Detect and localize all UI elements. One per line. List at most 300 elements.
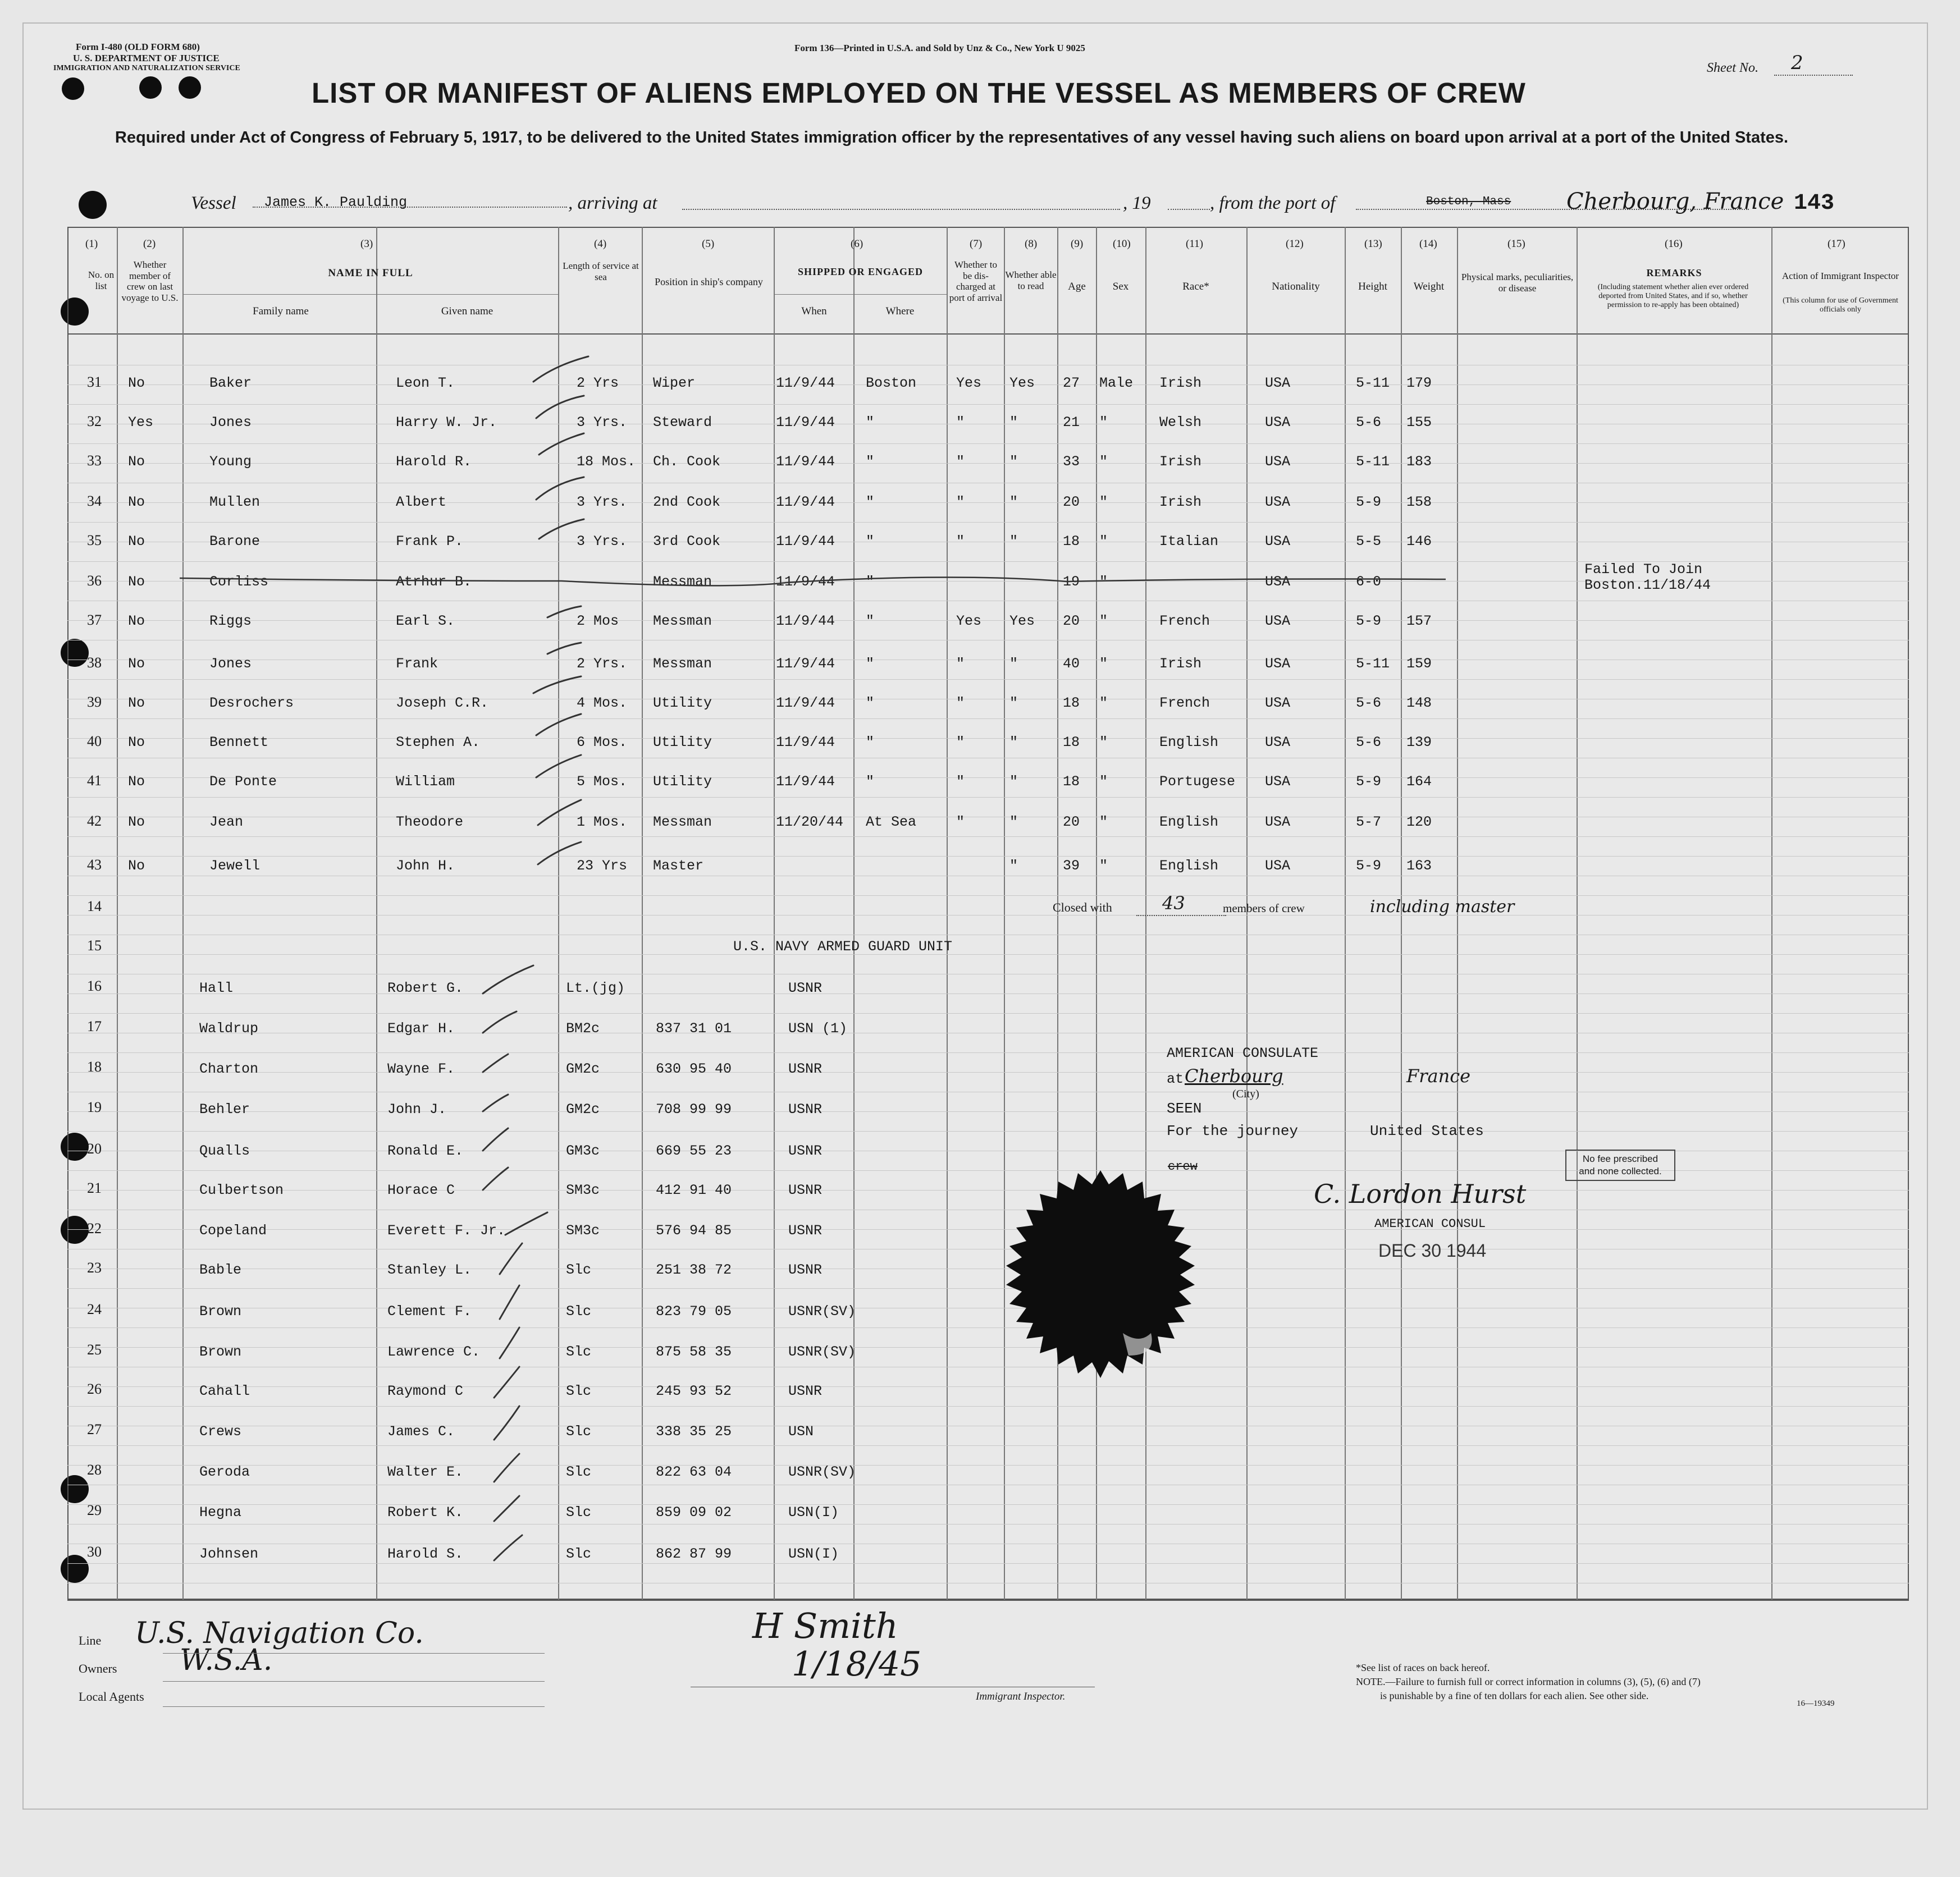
guard-family: Behler — [199, 1101, 250, 1118]
header-able-read: Whether able to read — [1005, 269, 1057, 291]
row-number: 35 — [87, 532, 102, 548]
row-number: 17 — [87, 1018, 102, 1034]
guard-serial: 412 91 40 — [656, 1182, 732, 1198]
header-discharged: Whether to be dis-charged at port of arrival — [949, 259, 1003, 303]
page-title: LIST OR MANIFEST OF ALIENS EMPLOYED ON THE VESSEL AS MEMBERS OF CREW — [312, 77, 1526, 109]
guard-rating: GM3c — [566, 1143, 600, 1159]
crew-disch: " — [956, 734, 965, 750]
row-number: 42 — [87, 813, 102, 829]
crew-service: 5 Mos. — [577, 773, 628, 790]
crew-nat: USA — [1265, 695, 1291, 711]
port-handwritten: Cherbourg, France — [1566, 189, 1784, 214]
crew-service: 4 Mos. — [577, 695, 628, 711]
guard-given: Robert K. — [387, 1504, 464, 1521]
vessel-name: James K. Paulding — [264, 194, 408, 210]
crew-weight: 139 — [1406, 734, 1432, 750]
crew-given: Harry W. Jr. — [396, 414, 497, 431]
crew-age: 20 — [1063, 494, 1080, 510]
colnum-6: (6) — [851, 238, 864, 250]
consulate-line: AMERICAN CONSULATE — [1167, 1045, 1319, 1061]
guard-branch: USNR — [788, 1262, 823, 1278]
consulate-at-label: at — [1167, 1071, 1184, 1087]
crew-sex: " — [1099, 454, 1108, 470]
crew-position: 3rd Cook — [653, 533, 721, 550]
crew-age: 18 — [1063, 695, 1080, 711]
guard-serial: 862 87 99 — [656, 1546, 732, 1562]
crew-nat: USA — [1265, 494, 1291, 510]
guard-serial: 576 94 85 — [656, 1223, 732, 1239]
crew-given: Albert — [396, 494, 447, 510]
fine-note: is punishable by a fine of ten dollars for each alien. See other side. — [1380, 1690, 1649, 1701]
crew-race: Irish — [1159, 494, 1202, 510]
row-number: 15 — [87, 937, 102, 954]
guard-given: Raymond C — [387, 1383, 464, 1399]
crew-read: " — [1009, 734, 1018, 750]
page-subtitle: Required under Act of Congress of February 5, 1917, to be delivered to the United States immigration officer by the representatives of any vessel having such aliens on board upon arrival at a port of the United States. — [115, 129, 1789, 147]
guard-rating: Slc — [566, 1262, 592, 1278]
crew-age: 20 — [1063, 613, 1080, 629]
header-when: When — [801, 305, 827, 317]
crew-weight: 146 — [1406, 533, 1432, 550]
crew-disch: Yes — [956, 375, 982, 391]
row-number: 40 — [87, 733, 102, 749]
guard-rating: Slc — [566, 1383, 592, 1399]
header-race: Race* — [1182, 281, 1209, 292]
crew-disch: Yes — [956, 613, 982, 629]
crew-service: 2 Yrs. — [577, 656, 628, 672]
crew-nat: USA — [1265, 375, 1291, 391]
crew-height: 5-9 — [1356, 613, 1382, 629]
city-label: (City) — [1232, 1088, 1259, 1100]
guard-branch: USN (1) — [788, 1020, 848, 1037]
crew-race: English — [1159, 734, 1219, 750]
crew-where: " — [866, 454, 875, 470]
crew-when: 11/9/44 — [776, 533, 835, 550]
crew-height: 6-0 — [1356, 574, 1382, 590]
arriving-label: , arriving at — [568, 193, 657, 213]
crew-family: Bennett — [209, 734, 269, 750]
consular-seal — [983, 1165, 1218, 1389]
crew-sex: " — [1099, 574, 1108, 590]
crew-given: Harold R. — [396, 454, 472, 470]
colnum-7: (7) — [970, 238, 983, 250]
crew-weight: 179 — [1406, 375, 1432, 391]
to-united-states: United States — [1370, 1123, 1484, 1139]
crew-age: 19 — [1063, 574, 1080, 590]
guard-given: Robert G. — [387, 980, 464, 996]
row-number: 26 — [87, 1381, 102, 1397]
crew-height: 5-7 — [1356, 814, 1382, 830]
crew-read: " — [1009, 656, 1018, 672]
crew-member: Yes — [128, 414, 154, 431]
guard-rating: GM2c — [566, 1101, 600, 1118]
header-no-on-list: No. on list — [88, 269, 115, 291]
crew-position: Messman — [653, 656, 712, 672]
row-number: 34 — [87, 493, 102, 509]
header-length-service: Length of service at sea — [563, 260, 639, 282]
printer-note: Form 136—Printed in U.S.A. and Sold by Unz & Co., New York U 9025 — [794, 43, 1085, 53]
guard-branch: USN(I) — [788, 1504, 839, 1521]
guard-given: Everett F. Jr. — [387, 1223, 506, 1239]
guard-serial: 669 55 23 — [656, 1143, 732, 1159]
crew-sex: " — [1099, 773, 1108, 790]
crew-where: " — [866, 656, 875, 672]
crew-nat: USA — [1265, 773, 1291, 790]
colnum-8: (8) — [1025, 238, 1038, 250]
header-nationality: Nationality — [1272, 281, 1320, 292]
header-remarks-note: (Including statement whether alien ever ordered deported from United States, and if so, whether permission to re-apply has been obtained) — [1597, 283, 1749, 310]
crew-read: " — [1009, 773, 1018, 790]
header-name-in-full: NAME IN FULL — [328, 267, 413, 279]
header-height: Height — [1358, 281, 1387, 292]
header-family-name: Family name — [253, 305, 309, 317]
seen-label: SEEN — [1167, 1100, 1202, 1117]
crew-age: 18 — [1063, 734, 1080, 750]
crew-age: 39 — [1063, 858, 1080, 874]
guard-family: Hall — [199, 980, 234, 996]
crew-age: 33 — [1063, 454, 1080, 470]
line-underline — [163, 1653, 545, 1654]
crew-read: " — [1009, 414, 1018, 431]
crew-race: Italian — [1159, 533, 1219, 550]
header-sex: Sex — [1112, 281, 1129, 292]
crew-position: Messman — [653, 814, 712, 830]
crew-sex: " — [1099, 814, 1108, 830]
crew-when: 11/9/44 — [776, 414, 835, 431]
vessel-label: Vessel — [191, 193, 236, 213]
crew-height: 5-11 — [1356, 454, 1390, 470]
vessel-count: 143 — [1794, 191, 1835, 216]
crew-position: Utility — [653, 695, 712, 711]
sheet-number: 2 — [1791, 52, 1803, 74]
row-number: 23 — [87, 1260, 102, 1276]
colnum-5: (5) — [702, 238, 715, 250]
crew-where: " — [866, 574, 875, 590]
members-label: members of crew — [1223, 901, 1305, 915]
row-number: 41 — [87, 772, 102, 789]
guard-serial: 875 58 35 — [656, 1344, 732, 1360]
row-number: 16 — [87, 978, 102, 994]
crew-read: Yes — [1009, 613, 1035, 629]
crew-family: De Ponte — [209, 773, 277, 790]
crew-race: Welsh — [1159, 414, 1202, 431]
colnum-9: (9) — [1071, 238, 1084, 250]
consulate-city: Cherbourg — [1185, 1065, 1283, 1087]
crew-age: 18 — [1063, 773, 1080, 790]
guard-rating: Lt.(jg) — [566, 980, 625, 996]
row-number: 27 — [87, 1421, 102, 1437]
crew-nat: USA — [1265, 858, 1291, 874]
crew-service: 23 Yrs — [577, 858, 628, 874]
guard-serial: 837 31 01 — [656, 1020, 732, 1037]
fee-stamp-line1: No fee prescribed — [1582, 1153, 1659, 1164]
crew-sex: " — [1099, 656, 1108, 672]
crew-family: Desrochers — [209, 695, 294, 711]
crew-position: Messman — [653, 574, 712, 590]
crew-height: 5-6 — [1356, 695, 1382, 711]
row-number: 30 — [87, 1544, 102, 1560]
guard-family: Bable — [199, 1262, 242, 1278]
guard-branch: USNR(SV) — [788, 1464, 856, 1480]
crew-given: Frank P. — [396, 533, 464, 550]
port-typed-struck: Boston, Mass — [1426, 195, 1511, 208]
crew-disch: " — [956, 695, 965, 711]
row-number: 33 — [87, 452, 102, 469]
guard-branch: USNR — [788, 1223, 823, 1239]
crew-height: 5-6 — [1356, 414, 1382, 431]
guard-serial: 859 09 02 — [656, 1504, 732, 1521]
crew-member: No — [128, 695, 145, 711]
guard-family: Johnsen — [199, 1546, 259, 1562]
crew-read: " — [1009, 858, 1018, 874]
crew-family: Barone — [209, 533, 261, 550]
consul-signature: C. Lordon Hurst — [1314, 1179, 1527, 1209]
guard-family: Brown — [199, 1344, 242, 1360]
crew-sex: " — [1099, 695, 1108, 711]
crew-family: Riggs — [209, 613, 252, 629]
failure-note: NOTE.—Failure to furnish full or correct information in columns (3), (5), (6) and (7) — [1356, 1676, 1701, 1687]
crew-when: 11/9/44 — [776, 734, 835, 750]
row-number: 38 — [87, 654, 102, 671]
crew-member: No — [128, 375, 145, 391]
crew-height: 5-9 — [1356, 494, 1382, 510]
guard-family: Cahall — [199, 1383, 250, 1399]
guard-family: Qualls — [199, 1143, 250, 1159]
row-number: 39 — [87, 694, 102, 710]
row-number: 32 — [87, 413, 102, 429]
crew-race: French — [1159, 695, 1210, 711]
colnum-10: (10) — [1113, 238, 1131, 250]
crew-given: Earl S. — [396, 613, 455, 629]
line-value: U.S. Navigation Co. — [135, 1617, 424, 1650]
crew-disch: " — [956, 414, 965, 431]
guard-rating: SM3c — [566, 1223, 600, 1239]
guard-family: Culbertson — [199, 1182, 284, 1198]
row-number: 20 — [87, 1141, 102, 1157]
crew-height: 5-9 — [1356, 773, 1382, 790]
crew-given: Joseph C.R. — [396, 695, 489, 711]
crew-where: " — [866, 494, 875, 510]
crew-family: Jones — [209, 414, 252, 431]
owners-underline — [163, 1681, 545, 1682]
crew-when: 11/9/44 — [776, 494, 835, 510]
row-number: 19 — [87, 1099, 102, 1115]
crew-height: 5-11 — [1356, 656, 1390, 672]
colnum-4: (4) — [594, 238, 607, 250]
crew-member: No — [128, 613, 145, 629]
guard-family: Hegna — [199, 1504, 242, 1521]
crew-sex: " — [1099, 533, 1108, 550]
header-weight: Weight — [1413, 281, 1445, 292]
crew-sex: Male — [1099, 375, 1134, 391]
crew-race: Portugese — [1159, 773, 1236, 790]
crew-sex: " — [1099, 858, 1108, 874]
agents-label: Local Agents — [79, 1690, 144, 1704]
crew-service: 3 Yrs. — [577, 494, 628, 510]
crew-position: Messman — [653, 613, 712, 629]
consul-title: AMERICAN CONSUL — [1374, 1217, 1486, 1231]
form-id: Form I-480 (OLD FORM 680) — [76, 42, 200, 52]
guard-branch: USN — [788, 1423, 814, 1440]
guard-branch: USNR — [788, 1143, 823, 1159]
crew-family: Jean — [209, 814, 244, 830]
crew-nat: USA — [1265, 814, 1291, 830]
crew-when: 11/9/44 — [776, 773, 835, 790]
strike-line — [180, 577, 1446, 585]
colnum-1: (1) — [85, 238, 98, 250]
row-number: 29 — [87, 1502, 102, 1518]
guard-branch: USNR — [788, 1061, 823, 1077]
guard-given: Harold S. — [387, 1546, 464, 1562]
owners-value: W.S.A. — [180, 1643, 273, 1677]
crew-family: Jones — [209, 656, 252, 672]
crew-position: 2nd Cook — [653, 494, 721, 510]
crew-given: William — [396, 773, 455, 790]
crew-weight: 120 — [1406, 814, 1432, 830]
guard-rating: Slc — [566, 1423, 592, 1440]
colnum-13: (13) — [1364, 238, 1382, 250]
crew-disch: " — [956, 533, 965, 550]
crew-disch: " — [956, 773, 965, 790]
form-code: 16—19349 — [1797, 1699, 1835, 1708]
crew-position: Master — [653, 858, 704, 874]
crew-race: Irish — [1159, 454, 1202, 470]
crew-nat: USA — [1265, 454, 1291, 470]
crew-label: crew — [1168, 1160, 1198, 1174]
crew-position: Utility — [653, 734, 712, 750]
crew-read: " — [1009, 695, 1018, 711]
header-remarks: REMARKS — [1646, 267, 1702, 278]
guard-given: Edgar H. — [387, 1020, 455, 1037]
crew-service: 3 Yrs. — [577, 533, 628, 550]
crew-when: 11/9/44 — [776, 375, 835, 391]
crew-member: No — [128, 454, 145, 470]
crew-weight: 158 — [1406, 494, 1432, 510]
crew-given: Frank — [396, 656, 438, 672]
row-number: 24 — [87, 1301, 102, 1317]
guard-given: Walter E. — [387, 1464, 464, 1480]
crew-read: " — [1009, 494, 1018, 510]
crew-given: Theodore — [396, 814, 464, 830]
guard-given: John J. — [387, 1101, 447, 1118]
guard-rating: Slc — [566, 1504, 592, 1521]
row-number: 43 — [87, 857, 102, 873]
guard-rating: Slc — [566, 1464, 592, 1480]
line-label: Line — [79, 1633, 102, 1647]
guard-heading: U.S. NAVY ARMED GUARD UNIT — [733, 938, 953, 955]
crew-age: 20 — [1063, 814, 1080, 830]
crew-sex: " — [1099, 414, 1108, 431]
guard-serial: 822 63 04 — [656, 1464, 732, 1480]
header-physical: Physical marks, peculiarities, or disease — [1461, 272, 1574, 294]
guard-serial: 251 38 72 — [656, 1262, 732, 1278]
crew-given: Atrhur B. — [396, 574, 472, 590]
guard-family: Charton — [199, 1061, 259, 1077]
crew-service: 3 Yrs. — [577, 414, 628, 431]
crew-when: 11/9/44 — [776, 574, 835, 590]
guard-family: Waldrup — [199, 1020, 259, 1037]
crew-member: No — [128, 656, 145, 672]
guard-rating: BM2c — [566, 1020, 600, 1037]
crew-family: Mullen — [209, 494, 261, 510]
crew-nat: USA — [1265, 414, 1291, 431]
crew-nat: USA — [1265, 613, 1291, 629]
crew-when: 11/9/44 — [776, 454, 835, 470]
guard-branch: USNR(SV) — [788, 1344, 856, 1360]
guard-given: Wayne F. — [387, 1061, 455, 1077]
colnum-3: (3) — [360, 238, 373, 250]
crew-given: Leon T. — [396, 375, 455, 391]
crew-race: English — [1159, 814, 1219, 830]
crew-member: No — [128, 773, 145, 790]
crew-sex: " — [1099, 613, 1108, 629]
guard-family: Crews — [199, 1423, 242, 1440]
row-number: 25 — [87, 1342, 102, 1358]
header-given-name: Given name — [441, 305, 494, 317]
for-the-journey: For the journey — [1167, 1123, 1299, 1139]
guard-serial: 338 35 25 — [656, 1423, 732, 1440]
crew-race: Irish — [1159, 375, 1202, 391]
inspector-date: 1/18/45 — [792, 1645, 922, 1684]
header-action: Action of Immigrant Inspector — [1781, 271, 1899, 281]
crew-member: No — [128, 533, 145, 550]
guard-branch: USN(I) — [788, 1546, 839, 1562]
crew-when: 11/9/44 — [776, 613, 835, 629]
crew-weight: 183 — [1406, 454, 1432, 470]
crew-height: 5-5 — [1356, 533, 1382, 550]
crew-position: Steward — [653, 414, 712, 431]
crew-where: " — [866, 414, 875, 431]
crew-where: " — [866, 695, 875, 711]
crew-weight: 155 — [1406, 414, 1432, 431]
crew-nat: USA — [1265, 656, 1291, 672]
crew-service: 1 Mos. — [577, 814, 628, 830]
row-number: 14 — [87, 898, 102, 914]
header-position: Position in ship's company — [655, 276, 763, 287]
guard-rating: GM2c — [566, 1061, 600, 1077]
crew-read: " — [1009, 454, 1018, 470]
crew-race: English — [1159, 858, 1219, 874]
guard-rating: Slc — [566, 1303, 592, 1320]
row-number: 22 — [87, 1220, 102, 1237]
header-whether-member: Whether member of crew on last voyage to U.S. — [121, 259, 179, 303]
crew-where: " — [866, 533, 875, 550]
agents-underline — [163, 1706, 545, 1707]
guard-rating: SM3c — [566, 1182, 600, 1198]
header-action-note: (This column for use of Government officials only — [1783, 296, 1898, 314]
header-age: Age — [1068, 281, 1086, 292]
guard-rating: Slc — [566, 1546, 592, 1562]
crew-service: 18 Mos. — [577, 454, 636, 470]
crew-family: Baker — [209, 375, 252, 391]
guard-serial: 708 99 99 — [656, 1101, 732, 1118]
colnum-2: (2) — [143, 238, 156, 250]
colnum-12: (12) — [1286, 238, 1304, 250]
crew-service: 6 Mos. — [577, 734, 628, 750]
crew-given: Stephen A. — [396, 734, 481, 750]
crew-member: No — [128, 734, 145, 750]
row-number: 36 — [87, 573, 102, 589]
guard-family: Brown — [199, 1303, 242, 1320]
crew-height: 5-9 — [1356, 858, 1382, 874]
crew-member: No — [128, 858, 145, 874]
crew-service: 2 Mos — [577, 613, 619, 629]
guard-given: Lawrence C. — [387, 1344, 481, 1360]
guard-given: Ronald E. — [387, 1143, 464, 1159]
crew-disch: " — [956, 656, 965, 672]
header-where: Where — [885, 305, 915, 317]
crew-weight: 164 — [1406, 773, 1432, 790]
